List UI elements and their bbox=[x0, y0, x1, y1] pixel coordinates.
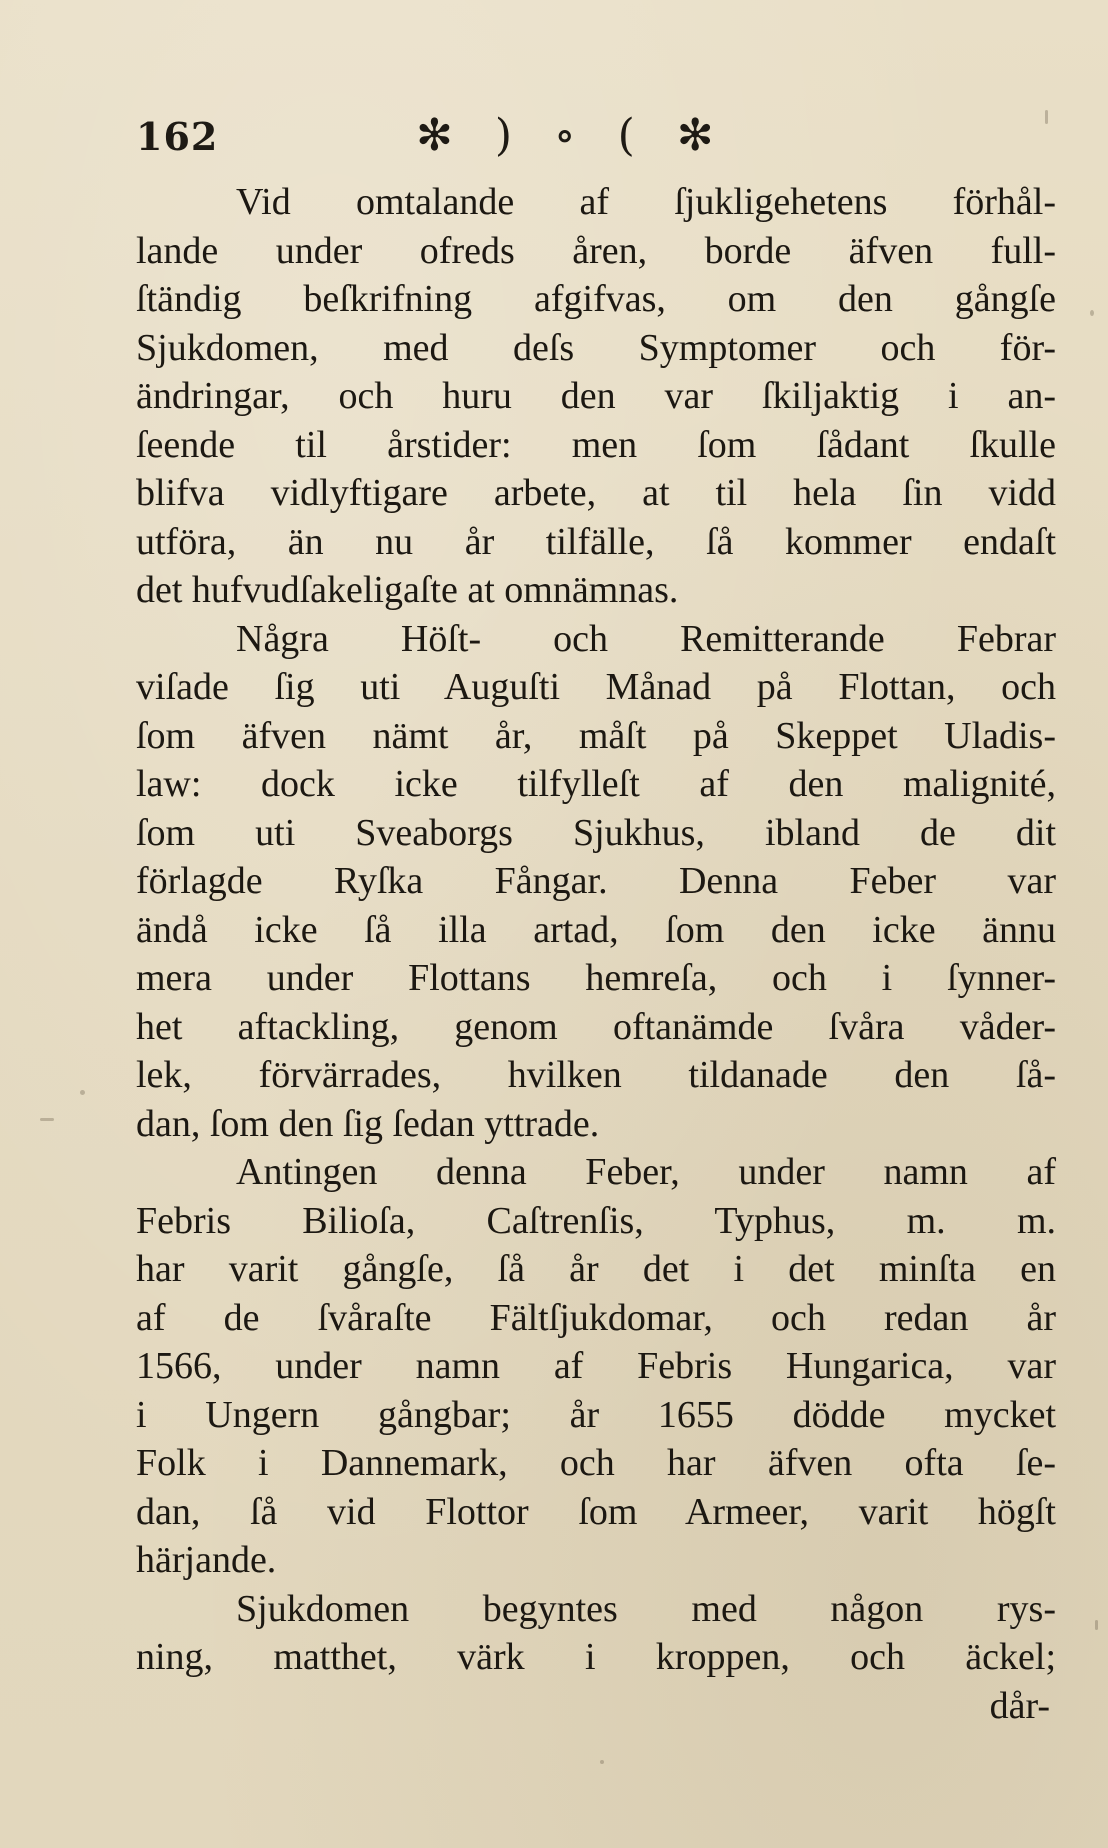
text-line: ſtändig beſkrifning afgifvas, om den gångſe bbox=[136, 278, 1056, 320]
text-line: dår- bbox=[989, 1684, 1050, 1727]
paper-speck bbox=[1095, 1620, 1098, 1630]
text-line: dan, ſå vid Flottor ſom Armeer, varit högſt bbox=[136, 1490, 1056, 1533]
paper-speck bbox=[1090, 310, 1094, 316]
paper-speck bbox=[1045, 110, 1048, 124]
page-header bbox=[136, 100, 976, 170]
text-line: Sjukdomen begyntes med någon rys- bbox=[236, 1587, 1056, 1630]
text-line: Vid omtalande af ſjukligehetens förhål- bbox=[236, 181, 1056, 223]
text-line: 1566, under namn af Febris Hungarica, var bbox=[136, 1345, 1056, 1387]
text-line: af de ſvåraſte Fältſjukdomar, och redan år bbox=[136, 1296, 1056, 1339]
text-line: ſeende til årstider: men ſom ſådant ſkulle bbox=[136, 423, 1056, 466]
text-line: het aftackling, genom oftanämde ſvåra våder- bbox=[136, 1005, 1056, 1048]
text-line: lek, förvärrades, hvilken tildanade den ſå- bbox=[136, 1054, 1056, 1096]
text-line: Febris Bilioſa, Caſtrenſis, Typhus, m. m. bbox=[136, 1199, 1056, 1242]
text-line: utföra, än nu år tilfälle, ſå kommer endaſt bbox=[136, 520, 1056, 563]
text-line: förlagde Ryſka Fångar. Denna Feber var bbox=[136, 860, 1056, 902]
text-line: law: dock icke tilfylleſt af den malignité, bbox=[136, 763, 1056, 805]
header-ornament: ✻ ) ∘ ( ✻ bbox=[416, 110, 728, 161]
text-line: ning, matthet, värk i kroppen, och äckel; bbox=[136, 1636, 1056, 1678]
text-line: Antingen denna Feber, under namn af bbox=[236, 1151, 1056, 1193]
text-line: lande under ofreds åren, borde äfven full- bbox=[136, 229, 1056, 272]
text-line: härjande. bbox=[136, 1539, 277, 1581]
text-line: Folk i Dannemark, och har äfven ofta ſe- bbox=[136, 1442, 1056, 1484]
text-line: blifva vidlyftigare arbete, at til hela ſin vidd bbox=[136, 472, 1056, 514]
text-line: ſom äfven nämt år, måſt på Skeppet Uladis- bbox=[136, 714, 1056, 757]
text-line: dan, ſom den ſig ſedan yttrade. bbox=[136, 1102, 600, 1145]
text-line: har varit gångſe, ſå år det i det minſta en bbox=[136, 1248, 1056, 1290]
text-line: ändringar, och huru den var ſkiljaktig i an- bbox=[136, 375, 1056, 417]
body-text bbox=[136, 178, 1056, 1730]
paper-speck bbox=[80, 1090, 85, 1095]
text-line: mera under Flottans hemreſa, och i ſynner- bbox=[136, 957, 1056, 999]
text-line: Några Höſt- och Remitterande Febrar bbox=[236, 617, 1056, 660]
paper-speck bbox=[40, 1118, 54, 1121]
text-line: Sjukdomen, med deſs Symptomer och för- bbox=[136, 326, 1056, 369]
text-line: det hufvudſakeligaſte at omnämnas. bbox=[136, 569, 679, 611]
paper-speck bbox=[600, 1760, 604, 1764]
text-line: viſade ſig uti Auguſti Månad på Flottan, och bbox=[136, 666, 1056, 708]
text-line: ändå icke ſå illa artad, ſom den icke ännu bbox=[136, 908, 1056, 951]
text-line: i Ungern gångbar; år 1655 dödde mycket bbox=[136, 1393, 1056, 1436]
text-line: ſom uti Sveaborgs Sjukhus, ibland de dit bbox=[136, 811, 1056, 854]
page-number: 162 bbox=[136, 114, 219, 159]
